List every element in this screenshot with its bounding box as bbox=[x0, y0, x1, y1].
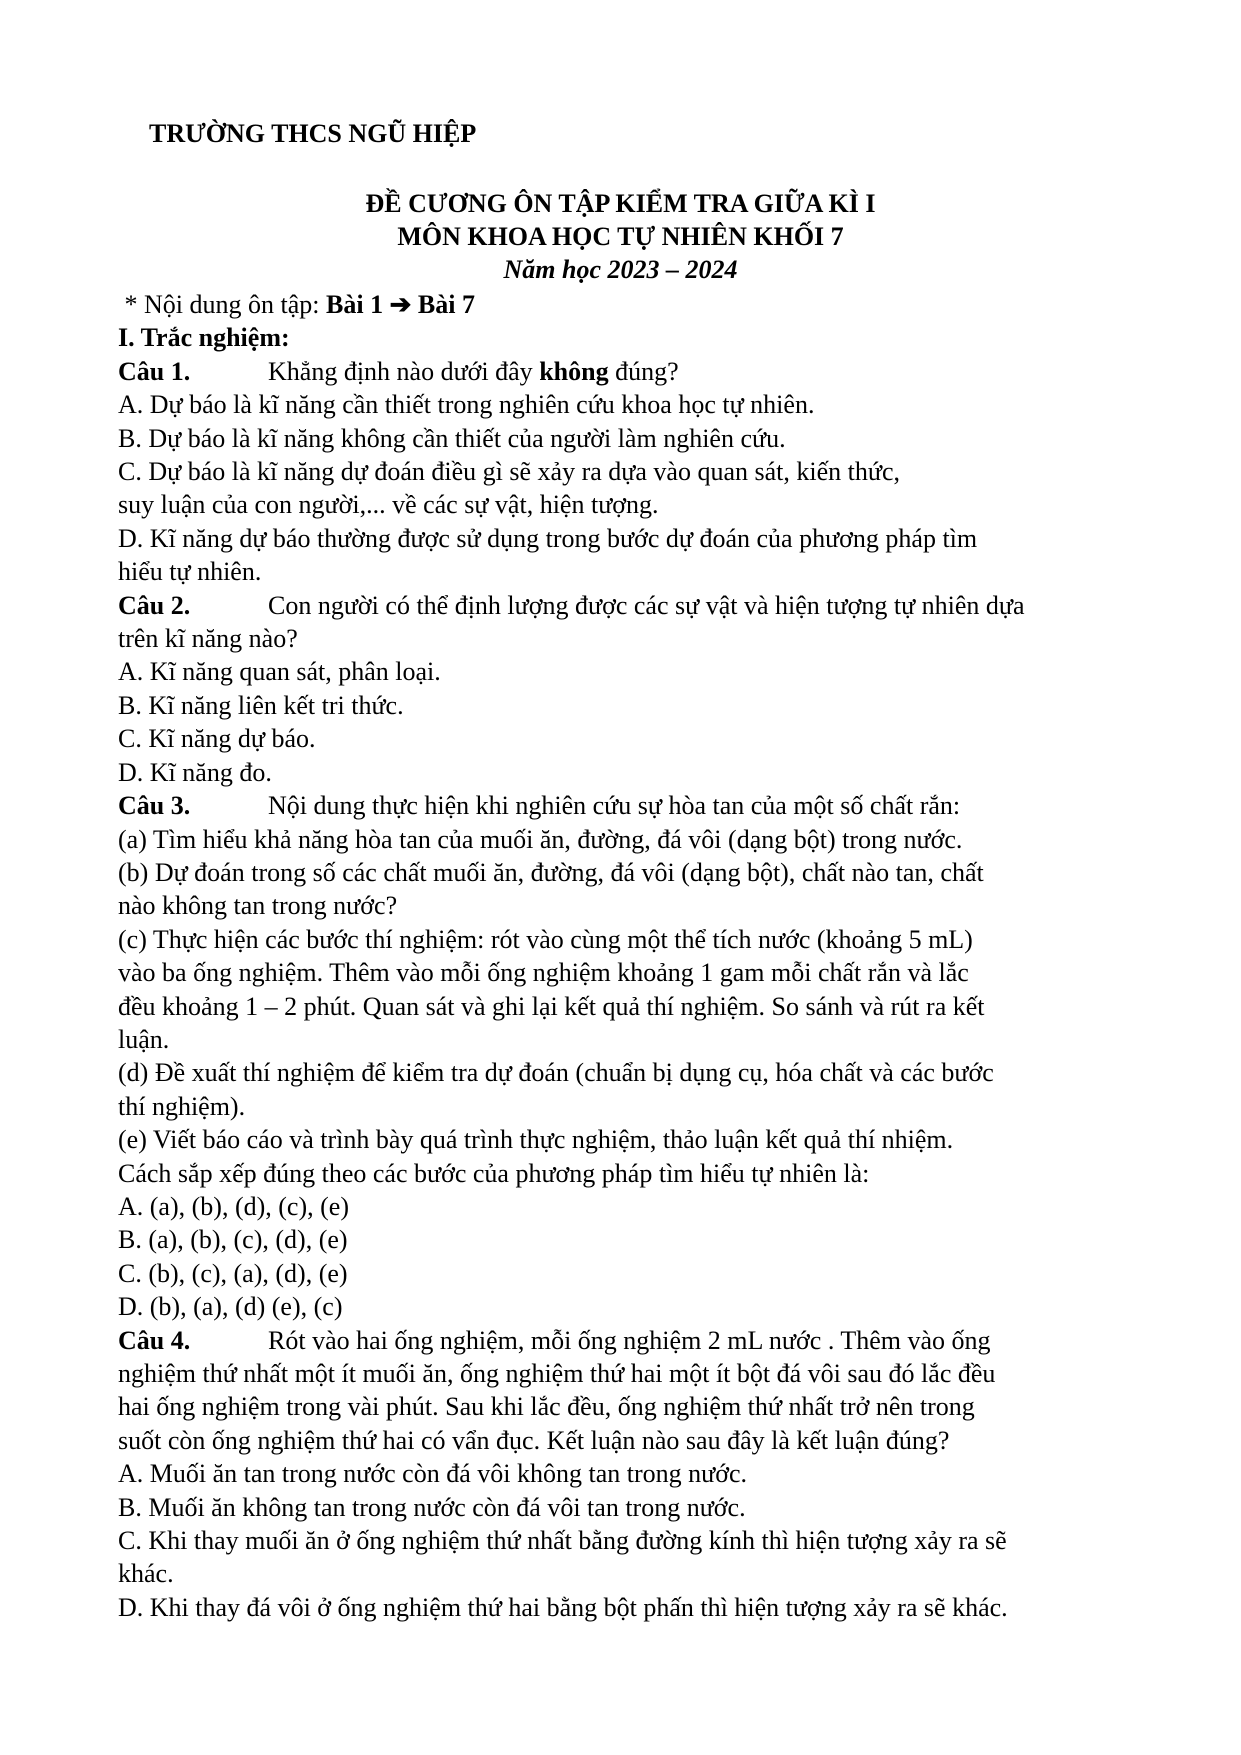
question-1-option-b: B. Dự báo là kĩ năng không cần thiết của người làm nghiên cứu. bbox=[118, 423, 786, 453]
question-2-option-d: D. Kĩ năng đo. bbox=[118, 757, 272, 787]
question-3-stem bbox=[118, 789, 1128, 822]
question-4-option-b: B. Muối ăn không tan trong nước còn đá vôi tan trong nước. bbox=[118, 1492, 746, 1522]
question-3-step-d-line2: thí nghiệm). bbox=[118, 1091, 246, 1121]
question-2-option-c: C. Kĩ năng dự báo. bbox=[118, 724, 316, 754]
question-2-label: Câu 2. bbox=[118, 590, 191, 620]
question-3-option-c: C. (b), (c), (a), (d), (e) bbox=[118, 1258, 348, 1288]
document-body bbox=[118, 288, 1128, 1624]
document-header bbox=[0, 187, 1241, 286]
question-4-stem bbox=[118, 1324, 1128, 1357]
question-4-option-a: A. Muối ăn tan trong nước còn đá vôi không tan trong nước. bbox=[118, 1459, 748, 1489]
question-4-text-line3: hai ống nghiệm trong vài phút. Sau khi lắc đều, ống nghiệm thứ nhất trở nên trong bbox=[118, 1392, 975, 1422]
question-3-step-b-line1: (b) Dự đoán trong số các chất muối ăn, đường, đá vôi (dạng bột), chất nào tan, chất bbox=[118, 857, 984, 887]
question-2-option-a: A. Kĩ năng quan sát, phân loại. bbox=[118, 657, 441, 687]
question-3-step-c-line4: luận. bbox=[118, 1024, 170, 1054]
question-1-text-bold: không bbox=[539, 356, 609, 386]
question-1-label: Câu 1. bbox=[118, 356, 191, 386]
review-scope-from: Bài 1 bbox=[326, 290, 384, 319]
question-3-step-c-line3: đều khoảng 1 – 2 phút. Quan sát và ghi lại kết quả thí nghiệm. So sánh và rút ra kết bbox=[118, 991, 985, 1021]
review-scope-prefix: * Nội dung ôn tập: bbox=[124, 290, 326, 319]
question-3-option-b: B. (a), (b), (c), (d), (e) bbox=[118, 1225, 348, 1255]
question-3-step-d-line1: (d) Đề xuất thí nghiệm để kiểm tra dự đoán (chuẩn bị dụng cụ, hóa chất và các bước bbox=[118, 1058, 994, 1088]
question-4-option-c-line1: C. Khi thay muối ăn ở ống nghiệm thứ nhất bằng đường kính thì hiện tượng xảy ra sẽ bbox=[118, 1526, 1007, 1556]
question-3-step-c-line1: (c) Thực hiện các bước thí nghiệm: rót vào cùng một thể tích nước (khoảng 5 mL) bbox=[118, 924, 973, 954]
question-1-option-d-line1: D. Kĩ năng dự báo thường được sử dụng trong bước dự đoán của phương pháp tìm bbox=[118, 523, 978, 553]
question-3-step-b-line2: nào không tan trong nước? bbox=[118, 891, 398, 921]
question-4-text-line2: nghiệm thứ nhất một ít muối ăn, ống nghiệm thứ hai một ít bột đá vôi sau đó lắc đều bbox=[118, 1359, 996, 1388]
arrow-right-icon: ➔ bbox=[389, 290, 412, 319]
question-3-option-d: D. (b), (a), (d) (e), (c) bbox=[118, 1292, 343, 1322]
question-2-option-b: B. Kĩ năng liên kết tri thức. bbox=[118, 690, 404, 720]
question-3-step-c-line2: vào ba ống nghiệm. Thêm vào mỗi ống nghiệm khoảng 1 gam mỗi chất rắn và lắc bbox=[118, 958, 969, 988]
question-1-text-before: Khẳng định nào dưới đây bbox=[268, 356, 540, 386]
school-name: TRƯỜNG THCS NGŨ HIỆP bbox=[149, 119, 477, 148]
question-2-text-line1: Con người có thể định lượng được các sự vật và hiện tượng tự nhiên dựa bbox=[268, 590, 1025, 620]
question-1-option-c-line1: C. Dự báo là kĩ năng dự đoán điều gì sẽ xảy ra dựa vào quan sát, kiến thức, bbox=[118, 457, 901, 487]
school-year: Năm học 2023 – 2024 bbox=[503, 255, 738, 284]
question-4-option-c-line2: khác. bbox=[118, 1559, 174, 1589]
question-1-option-a: A. Dự báo là kĩ năng cần thiết trong nghiên cứu khoa học tự nhiên. bbox=[118, 390, 815, 420]
question-1-stem bbox=[118, 355, 1128, 388]
document-subtitle: MÔN KHOA HỌC TỰ NHIÊN KHỐI 7 bbox=[397, 222, 844, 251]
question-1-text-after: đúng? bbox=[608, 356, 679, 386]
question-4-option-d: D. Khi thay đá vôi ở ống nghiệm thứ hai bằng bột phấn thì hiện tượng xảy ra sẽ khác. bbox=[118, 1592, 1008, 1622]
question-3-text: Nội dung thực hiện khi nghiên cứu sự hòa tan của một số chất rắn: bbox=[268, 791, 961, 821]
question-1-option-d-line2: hiểu tự nhiên. bbox=[118, 557, 262, 587]
document-title: ĐỀ CƯƠNG ÔN TẬP KIỂM TRA GIỮA KÌ I bbox=[365, 189, 876, 218]
question-3-label: Câu 3. bbox=[118, 791, 191, 821]
question-3-option-a: A. (a), (b), (d), (c), (e) bbox=[118, 1191, 349, 1221]
question-4-text-line4: suốt còn ống nghiệm thứ hai có vẩn đục. Kết luận nào sau đây là kết luận đúng? bbox=[118, 1425, 950, 1455]
section-title: I. Trắc nghiệm: bbox=[118, 323, 290, 353]
question-4-text-line1: Rót vào hai ống nghiệm, mỗi ống nghiệm 2 mL nước . Thêm vào ống bbox=[268, 1325, 991, 1355]
question-3-prompt: Cách sắp xếp đúng theo các bước của phương pháp tìm hiểu tự nhiên là: bbox=[118, 1158, 870, 1188]
question-1-option-c-line2: suy luận của con người,... về các sự vật, hiện tượng. bbox=[118, 490, 659, 520]
review-scope-to: Bài 7 bbox=[417, 290, 475, 319]
question-4-label: Câu 4. bbox=[118, 1325, 191, 1355]
review-scope bbox=[118, 288, 1128, 321]
question-3-step-e: (e) Viết báo cáo và trình bày quá trình thực nghiệm, thảo luận kết quả thí nhiệm. bbox=[118, 1125, 954, 1155]
question-2-stem bbox=[118, 589, 1128, 622]
question-2-text-line2: trên kĩ năng nào? bbox=[118, 624, 298, 654]
question-3-step-a: (a) Tìm hiểu khả năng hòa tan của muối ăn, đường, đá vôi (dạng bột) trong nước. bbox=[118, 824, 963, 854]
